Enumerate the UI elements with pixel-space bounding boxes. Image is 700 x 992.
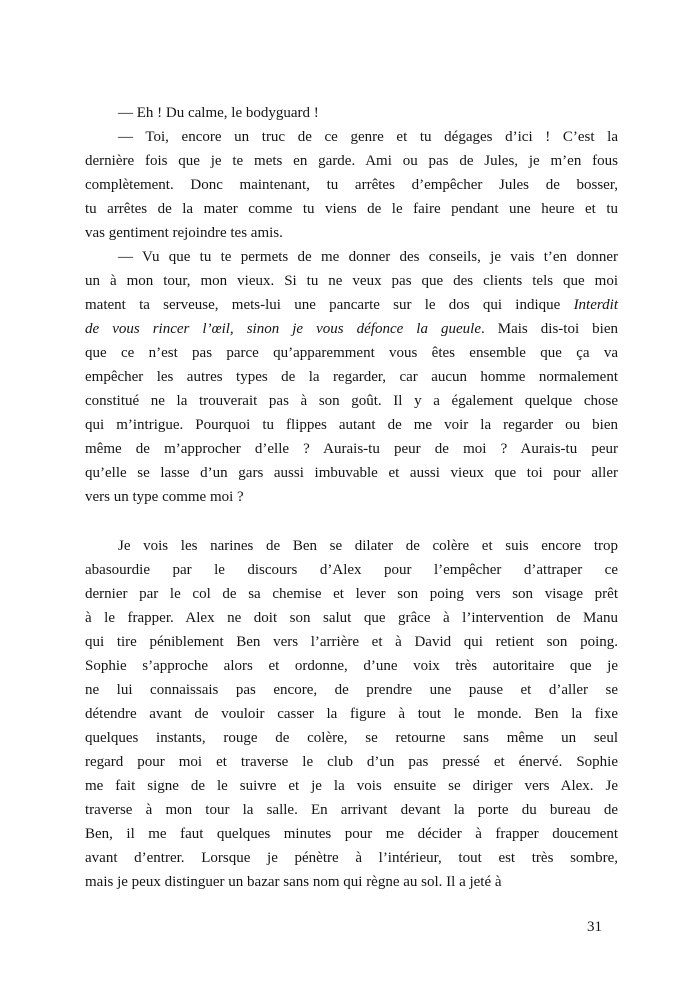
paragraph-dialogue-2 <box>85 125 618 245</box>
text-line <box>85 293 618 317</box>
body-text: qu’elle se lasse d’un gars aussi imbuvable et aussi vieux que toi pour aller <box>85 465 618 481</box>
body-text: mais je peux distinguer un bazar sans nom qui règne au sol. Il a jeté à <box>85 874 502 890</box>
body-text: dernier par le col de sa chemise et lever son poing vers son visage prêt <box>85 586 618 602</box>
body-text: quelques instants, rouge de colère, se retourne sans même un seul <box>85 730 618 746</box>
body-text: empêcher les autres types de la regarder, car aucun homme normalement <box>85 369 618 385</box>
body-text: ne lui connaissais pas encore, de prendre une pause et d’aller se <box>85 682 618 698</box>
body-text: regard pour moi et traverse le club d’un pas pressé et énervé. Sophie <box>85 754 618 770</box>
body-text: que ce n’est pas parce qu’apparemment vous êtes ensemble que ça va <box>85 345 618 361</box>
body-text: me fait signe de le suivre et je la vois ensuite se diriger vers Alex. Je <box>85 778 618 794</box>
body-text: complètement. Donc maintenant, tu arrêtes d’empêcher Jules de bosser, <box>85 177 618 193</box>
text-line <box>85 173 618 197</box>
text-line <box>85 822 618 846</box>
body-text: traverse à mon tour la salle. En arrivant devant la porte du bureau de <box>85 802 618 818</box>
text-line <box>85 750 618 774</box>
body-text: avant d’entrer. Lorsque je pénètre à l’intérieur, tout est très sombre, <box>85 850 618 866</box>
body-text: Sophie s’approche alors et ordonne, d’une voix très autoritaire que je <box>85 658 618 674</box>
text-line <box>85 654 618 678</box>
text-block <box>85 101 618 894</box>
body-text: constitué ne la trouverait pas à son goût. Il y a également quelque chose <box>85 393 618 409</box>
text-line <box>85 774 618 798</box>
text-line <box>85 149 618 173</box>
body-text: . Mais dis-toi bien <box>480 321 618 337</box>
text-line <box>85 630 618 654</box>
paragraph-narration-1 <box>85 534 618 894</box>
body-text: matent ta serveuse, mets-lui une pancarte sur le dos qui indique <box>85 297 574 313</box>
body-text: vas gentiment rejoindre tes amis. <box>85 225 283 241</box>
italic-text: de vous rincer l’œil, sinon je vous défonce la gueule <box>85 321 481 337</box>
page-number: 31 <box>587 919 602 935</box>
body-text: abasourdie par le discours d’Alex pour l’empêcher d’attraper ce <box>85 562 618 578</box>
body-text: détendre avant de vouloir casser la figure à tout le monde. Ben la fixe <box>85 706 618 722</box>
text-line <box>85 365 618 389</box>
text-line <box>85 606 618 630</box>
text-line <box>85 125 618 149</box>
paragraph-dialogue-1 <box>85 101 618 125</box>
body-text: qui m’intrigue. Pourquoi tu flippes autant de me voir la regarder ou bien <box>85 417 618 433</box>
body-text: — Vu que tu te permets de me donner des conseils, je vais t’en donner <box>118 249 618 265</box>
text-line <box>85 413 618 437</box>
body-text: à le frapper. Alex ne doit son salut que grâce à l’intervention de Manu <box>85 610 618 626</box>
body-text: dernière fois que je te mets en garde. Ami ou pas de Jules, je m’en fous <box>85 153 618 169</box>
body-text: Je vois les narines de Ben se dilater de colère et suis encore trop <box>118 538 618 554</box>
text-line <box>85 101 618 125</box>
text-line <box>85 221 618 245</box>
text-line <box>85 798 618 822</box>
text-line <box>85 534 618 558</box>
body-text: — Toi, encore un truc de ce genre et tu dégages d’ici ! C’est la <box>118 129 618 145</box>
text-line <box>85 341 618 365</box>
text-line <box>85 461 618 485</box>
body-text: qui tire péniblement Ben vers l’arrière et à David qui retient son poing. <box>85 634 618 650</box>
body-text: même de m’approcher d’elle ? Aurais-tu peur de moi ? Aurais-tu peur <box>85 441 618 457</box>
body-text: vers un type comme moi ? <box>85 489 244 505</box>
text-line <box>85 197 618 221</box>
text-line <box>85 702 618 726</box>
text-line <box>85 870 618 894</box>
text-line <box>85 726 618 750</box>
text-line <box>85 317 618 341</box>
text-line <box>85 678 618 702</box>
body-text: Ben, il me faut quelques minutes pour me décider à frapper doucement <box>85 826 618 842</box>
text-line <box>85 245 618 269</box>
text-line <box>85 485 618 509</box>
text-line <box>85 582 618 606</box>
text-line <box>85 846 618 870</box>
body-text: tu arrêtes de la mater comme tu viens de le faire pendant une heure et tu <box>85 201 618 217</box>
text-line <box>85 269 618 293</box>
text-line <box>85 558 618 582</box>
text-line <box>85 389 618 413</box>
body-text: — Eh ! Du calme, le bodyguard ! <box>118 105 319 121</box>
body-text: un à mon tour, mon vieux. Si tu ne veux pas que des clients tels que moi <box>85 273 618 289</box>
text-line <box>85 437 618 461</box>
italic-text: Interdit <box>573 297 618 313</box>
paragraph-dialogue-3 <box>85 245 618 509</box>
